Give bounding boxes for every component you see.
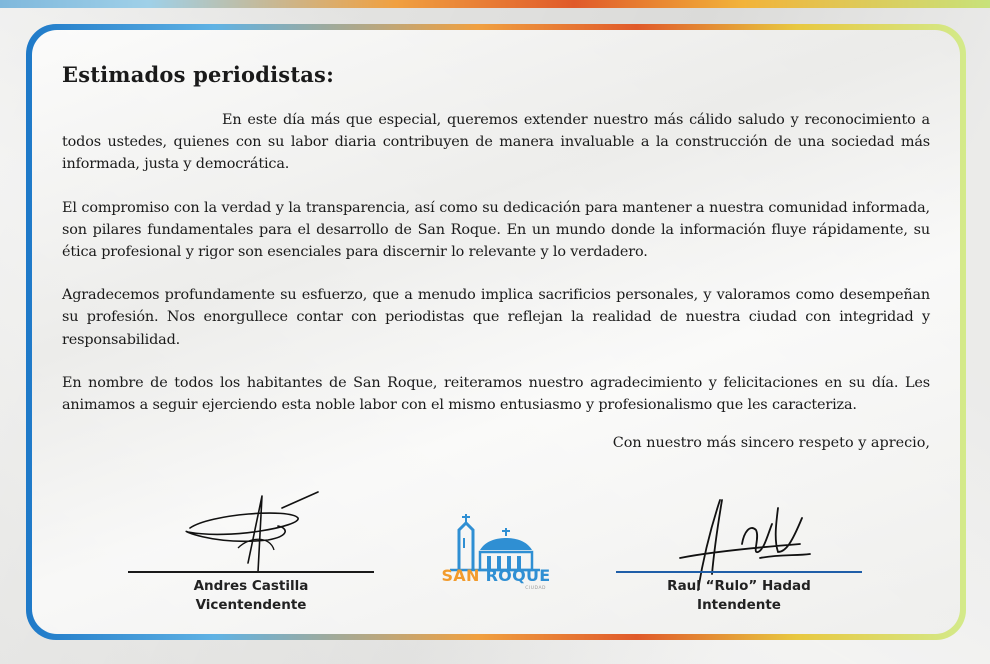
signature-block-left bbox=[128, 571, 374, 615]
paragraph-2: El compromiso con la verdad y la transparencia, así como su dedicación para mantener a nuestra comunidad informada, son pilares fundamentales para el desarrollo de San Roque. En un mundo donde la información fluye rápidamente, su ética profesional y rigor son esenciales para discernir lo relevante y lo verdadero. bbox=[62, 199, 930, 261]
logo-word-roque: ROQUE bbox=[485, 566, 551, 585]
signature-scribble-left bbox=[170, 488, 330, 578]
signer-title-right: Intendente bbox=[697, 597, 781, 613]
logo-subtitle: CIUDAD bbox=[525, 586, 546, 591]
signer-title-left: Vicentendente bbox=[195, 597, 307, 613]
signer-name-right: Raul “Rulo” Hadad bbox=[667, 578, 811, 594]
logo-wordmark bbox=[440, 566, 552, 585]
letter-greeting: Estimados periodistas: bbox=[62, 62, 335, 87]
signature-line-right bbox=[616, 571, 862, 573]
signature-line-left bbox=[128, 571, 374, 573]
letter-closing: Con nuestro más sincero respeto y aprecio, bbox=[612, 435, 930, 452]
church-icon bbox=[440, 512, 552, 572]
paragraph-4: En nombre de todos los habitantes de San Roque, reiteramos nuestro agradecimiento y felicitaciones en su día. Les animamos a seguir ejerciendo esta noble labor con el mismo entusiasmo y profesionalismo que les caracteriza. bbox=[62, 374, 930, 414]
signer-name-left: Andres Castilla bbox=[193, 578, 309, 594]
top-color-stripe bbox=[0, 0, 990, 8]
san-roque-logo bbox=[440, 512, 552, 608]
paragraph-3: Agradecemos profundamente su esfuerzo, que a menudo implica sacrificios personales, y valoramos como desempeñan su profesión. Nos enorgullece contar con periodistas que reflejan la realidad de nuestra ciudad con integridad y responsabilidad. bbox=[62, 287, 930, 348]
signature-block-right bbox=[616, 571, 862, 615]
paragraph-1: En este día más que especial, queremos extender nuestro más cálido saludo y reconocimiento a todos ustedes, quienes con su labor diaria contribuyen de manera invaluable a la construcción de una sociedad más informada, justa y democrática. bbox=[62, 112, 930, 173]
letter-body bbox=[62, 62, 930, 451]
logo-word-san: SAN bbox=[441, 566, 486, 585]
